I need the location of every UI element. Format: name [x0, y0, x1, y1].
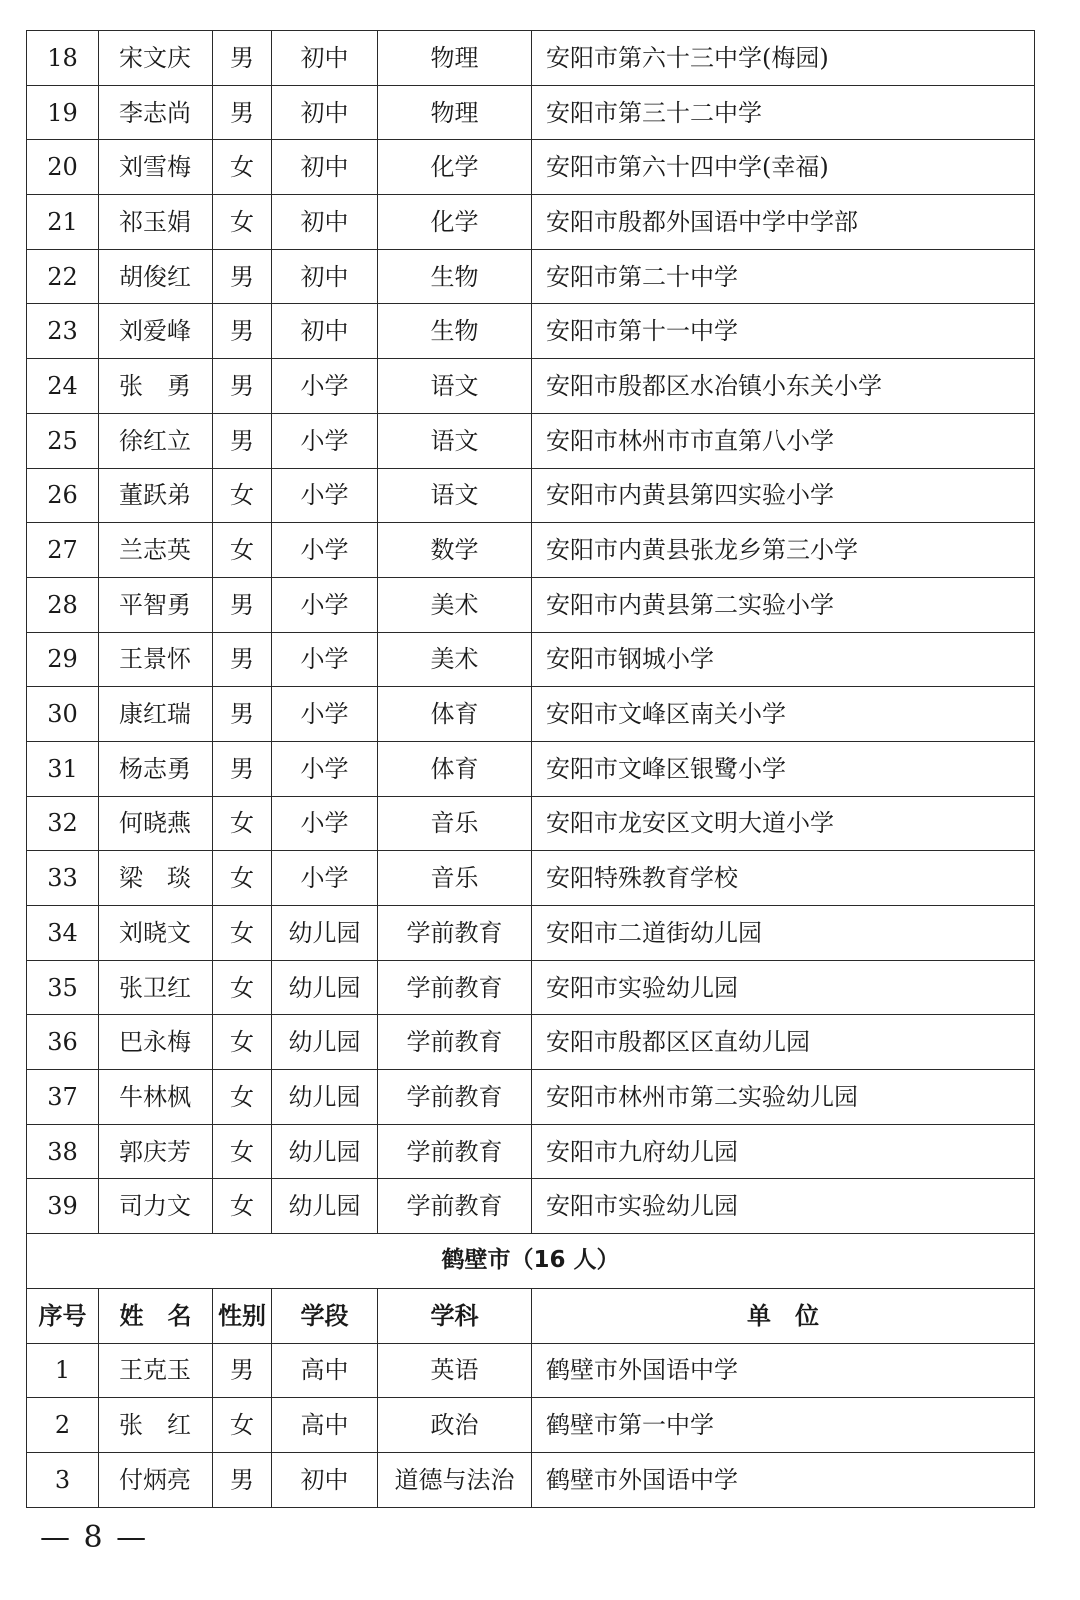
- cell-subject: 学前教育: [378, 1179, 532, 1234]
- cell-stage: 小学: [272, 687, 378, 742]
- cell-gender: 男: [213, 1343, 272, 1398]
- cell-unit: 安阳市文峰区南关小学: [532, 687, 1035, 742]
- cell-stage: 小学: [272, 468, 378, 523]
- cell-unit: 安阳市内黄县第二实验小学: [532, 577, 1035, 632]
- cell-unit: 安阳市第十一中学: [532, 304, 1035, 359]
- header-subject: 学科: [378, 1288, 532, 1343]
- cell-subject: 美术: [378, 577, 532, 632]
- cell-name: 司力文: [99, 1179, 213, 1234]
- table-row: [27, 1124, 1035, 1179]
- cell-number: 23: [27, 304, 99, 359]
- cell-stage: 小学: [272, 577, 378, 632]
- cell-name: 徐红立: [99, 413, 213, 468]
- cell-subject: 化学: [378, 140, 532, 195]
- cell-unit: 安阳市实验幼儿园: [532, 960, 1035, 1015]
- table-row: [27, 577, 1035, 632]
- cell-unit: 安阳市第二十中学: [532, 249, 1035, 304]
- cell-stage: 幼儿园: [272, 1015, 378, 1070]
- cell-gender: 女: [213, 468, 272, 523]
- cell-name: 付炳亮: [99, 1452, 213, 1507]
- table-row: [27, 1070, 1035, 1125]
- cell-unit: 安阳市殷都区水冶镇小东关小学: [532, 359, 1035, 414]
- cell-name: 巴永梅: [99, 1015, 213, 1070]
- cell-number: 24: [27, 359, 99, 414]
- cell-stage: 幼儿园: [272, 1179, 378, 1234]
- table-row: [27, 31, 1035, 86]
- table-row: [27, 85, 1035, 140]
- cell-unit: 安阳市内黄县张龙乡第三小学: [532, 523, 1035, 578]
- table-row: [27, 523, 1035, 578]
- cell-stage: 初中: [272, 1452, 378, 1507]
- cell-subject: 数学: [378, 523, 532, 578]
- cell-stage: 小学: [272, 359, 378, 414]
- cell-unit: 安阳市第三十二中学: [532, 85, 1035, 140]
- cell-number: 33: [27, 851, 99, 906]
- cell-subject: 生物: [378, 249, 532, 304]
- cell-gender: 男: [213, 687, 272, 742]
- cell-unit: 安阳市龙安区文明大道小学: [532, 796, 1035, 851]
- cell-number: 39: [27, 1179, 99, 1234]
- cell-gender: 男: [213, 85, 272, 140]
- table-row: [27, 359, 1035, 414]
- cell-name: 平智勇: [99, 577, 213, 632]
- cell-gender: 女: [213, 195, 272, 250]
- cell-gender: 女: [213, 140, 272, 195]
- cell-subject: 学前教育: [378, 960, 532, 1015]
- cell-number: 36: [27, 1015, 99, 1070]
- cell-stage: 小学: [272, 796, 378, 851]
- cell-subject: 学前教育: [378, 1124, 532, 1179]
- cell-number: 37: [27, 1070, 99, 1125]
- table-header-row: [27, 1288, 1035, 1343]
- cell-gender: 男: [213, 31, 272, 86]
- cell-gender: 女: [213, 851, 272, 906]
- cell-stage: 初中: [272, 304, 378, 359]
- header-name: 姓 名: [99, 1288, 213, 1343]
- section-title: 鹤壁市（16 人）: [27, 1234, 1035, 1289]
- cell-stage: 初中: [272, 195, 378, 250]
- cell-unit: 安阳市九府幼儿园: [532, 1124, 1035, 1179]
- cell-gender: 男: [213, 632, 272, 687]
- cell-name: 杨志勇: [99, 741, 213, 796]
- table-row: [27, 960, 1035, 1015]
- cell-name: 王克玉: [99, 1343, 213, 1398]
- cell-name: 郭庆芳: [99, 1124, 213, 1179]
- cell-stage: 小学: [272, 632, 378, 687]
- cell-number: 35: [27, 960, 99, 1015]
- cell-number: 19: [27, 85, 99, 140]
- cell-name: 张 勇: [99, 359, 213, 414]
- cell-number: 1: [27, 1343, 99, 1398]
- table-row: [27, 1398, 1035, 1453]
- header-no: 序号: [27, 1288, 99, 1343]
- cell-subject: 语文: [378, 359, 532, 414]
- cell-subject: 音乐: [378, 851, 532, 906]
- page-number: — 8 —: [40, 1520, 149, 1555]
- table-row: [27, 741, 1035, 796]
- cell-stage: 高中: [272, 1398, 378, 1453]
- roster-body: [27, 31, 1035, 1508]
- cell-number: 29: [27, 632, 99, 687]
- cell-gender: 男: [213, 1452, 272, 1507]
- table-row: [27, 140, 1035, 195]
- cell-subject: 体育: [378, 741, 532, 796]
- cell-gender: 女: [213, 1015, 272, 1070]
- cell-subject: 物理: [378, 85, 532, 140]
- cell-number: 27: [27, 523, 99, 578]
- cell-name: 祁玉娟: [99, 195, 213, 250]
- cell-gender: 女: [213, 1124, 272, 1179]
- cell-unit: 安阳市文峰区银鹭小学: [532, 741, 1035, 796]
- cell-unit: 安阳市林州市第二实验幼儿园: [532, 1070, 1035, 1125]
- table-row: [27, 1179, 1035, 1234]
- table-row: [27, 1343, 1035, 1398]
- cell-number: 32: [27, 796, 99, 851]
- table-row: [27, 632, 1035, 687]
- cell-stage: 高中: [272, 1343, 378, 1398]
- table-row: [27, 796, 1035, 851]
- cell-stage: 小学: [272, 413, 378, 468]
- table-row: [27, 249, 1035, 304]
- cell-stage: 初中: [272, 249, 378, 304]
- cell-gender: 男: [213, 304, 272, 359]
- cell-name: 董跃弟: [99, 468, 213, 523]
- cell-subject: 道德与法治: [378, 1452, 532, 1507]
- cell-subject: 美术: [378, 632, 532, 687]
- cell-unit: 安阳市第六十三中学(梅园): [532, 31, 1035, 86]
- cell-subject: 音乐: [378, 796, 532, 851]
- cell-subject: 英语: [378, 1343, 532, 1398]
- cell-number: 34: [27, 906, 99, 961]
- cell-subject: 化学: [378, 195, 532, 250]
- cell-name: 张 红: [99, 1398, 213, 1453]
- cell-number: 25: [27, 413, 99, 468]
- cell-stage: 初中: [272, 140, 378, 195]
- cell-gender: 女: [213, 796, 272, 851]
- cell-number: 20: [27, 140, 99, 195]
- cell-subject: 语文: [378, 413, 532, 468]
- cell-stage: 幼儿园: [272, 1124, 378, 1179]
- cell-name: 牛林枫: [99, 1070, 213, 1125]
- cell-stage: 小学: [272, 523, 378, 578]
- table-row: [27, 304, 1035, 359]
- cell-stage: 初中: [272, 31, 378, 86]
- cell-unit: 安阳特殊教育学校: [532, 851, 1035, 906]
- cell-name: 张卫红: [99, 960, 213, 1015]
- cell-name: 胡俊红: [99, 249, 213, 304]
- cell-unit: 鹤壁市外国语中学: [532, 1452, 1035, 1507]
- cell-gender: 男: [213, 413, 272, 468]
- cell-gender: 女: [213, 523, 272, 578]
- cell-name: 刘晓文: [99, 906, 213, 961]
- cell-number: 31: [27, 741, 99, 796]
- cell-gender: 男: [213, 249, 272, 304]
- cell-subject: 生物: [378, 304, 532, 359]
- cell-name: 何晓燕: [99, 796, 213, 851]
- section-title-row: [27, 1234, 1035, 1289]
- cell-stage: 小学: [272, 741, 378, 796]
- table-row: [27, 195, 1035, 250]
- cell-subject: 学前教育: [378, 1015, 532, 1070]
- cell-gender: 男: [213, 741, 272, 796]
- table-row: [27, 687, 1035, 742]
- cell-unit: 安阳市林州市市直第八小学: [532, 413, 1035, 468]
- cell-number: 28: [27, 577, 99, 632]
- cell-name: 王景怀: [99, 632, 213, 687]
- cell-number: 22: [27, 249, 99, 304]
- cell-subject: 体育: [378, 687, 532, 742]
- cell-stage: 幼儿园: [272, 906, 378, 961]
- teacher-roster-table: [26, 30, 1035, 1508]
- cell-number: 2: [27, 1398, 99, 1453]
- cell-unit: 安阳市实验幼儿园: [532, 1179, 1035, 1234]
- table-row: [27, 1015, 1035, 1070]
- cell-number: 38: [27, 1124, 99, 1179]
- cell-unit: 安阳市殷都外国语中学中学部: [532, 195, 1035, 250]
- table-row: [27, 906, 1035, 961]
- table-row: [27, 468, 1035, 523]
- cell-stage: 初中: [272, 85, 378, 140]
- cell-subject: 学前教育: [378, 906, 532, 961]
- cell-gender: 男: [213, 577, 272, 632]
- header-stage: 学段: [272, 1288, 378, 1343]
- cell-stage: 幼儿园: [272, 960, 378, 1015]
- cell-unit: 安阳市钢城小学: [532, 632, 1035, 687]
- cell-gender: 女: [213, 1070, 272, 1125]
- cell-number: 30: [27, 687, 99, 742]
- cell-name: 宋文庆: [99, 31, 213, 86]
- cell-name: 刘雪梅: [99, 140, 213, 195]
- cell-number: 26: [27, 468, 99, 523]
- table-row: [27, 1452, 1035, 1507]
- cell-number: 21: [27, 195, 99, 250]
- cell-number: 3: [27, 1452, 99, 1507]
- cell-unit: 鹤壁市第一中学: [532, 1398, 1035, 1453]
- cell-name: 梁 琰: [99, 851, 213, 906]
- cell-gender: 女: [213, 1398, 272, 1453]
- cell-name: 康红瑞: [99, 687, 213, 742]
- cell-name: 刘爱峰: [99, 304, 213, 359]
- cell-name: 李志尚: [99, 85, 213, 140]
- cell-gender: 男: [213, 359, 272, 414]
- cell-subject: 政治: [378, 1398, 532, 1453]
- cell-name: 兰志英: [99, 523, 213, 578]
- table-row: [27, 413, 1035, 468]
- cell-stage: 幼儿园: [272, 1070, 378, 1125]
- cell-unit: 安阳市第六十四中学(幸福): [532, 140, 1035, 195]
- cell-subject: 学前教育: [378, 1070, 532, 1125]
- cell-subject: 物理: [378, 31, 532, 86]
- cell-gender: 女: [213, 960, 272, 1015]
- cell-number: 18: [27, 31, 99, 86]
- header-gender: 性别: [213, 1288, 272, 1343]
- header-unit: 单 位: [532, 1288, 1035, 1343]
- cell-subject: 语文: [378, 468, 532, 523]
- table-row: [27, 851, 1035, 906]
- cell-gender: 女: [213, 906, 272, 961]
- cell-unit: 安阳市二道街幼儿园: [532, 906, 1035, 961]
- cell-unit: 鹤壁市外国语中学: [532, 1343, 1035, 1398]
- cell-gender: 女: [213, 1179, 272, 1234]
- cell-stage: 小学: [272, 851, 378, 906]
- cell-unit: 安阳市内黄县第四实验小学: [532, 468, 1035, 523]
- cell-unit: 安阳市殷都区区直幼儿园: [532, 1015, 1035, 1070]
